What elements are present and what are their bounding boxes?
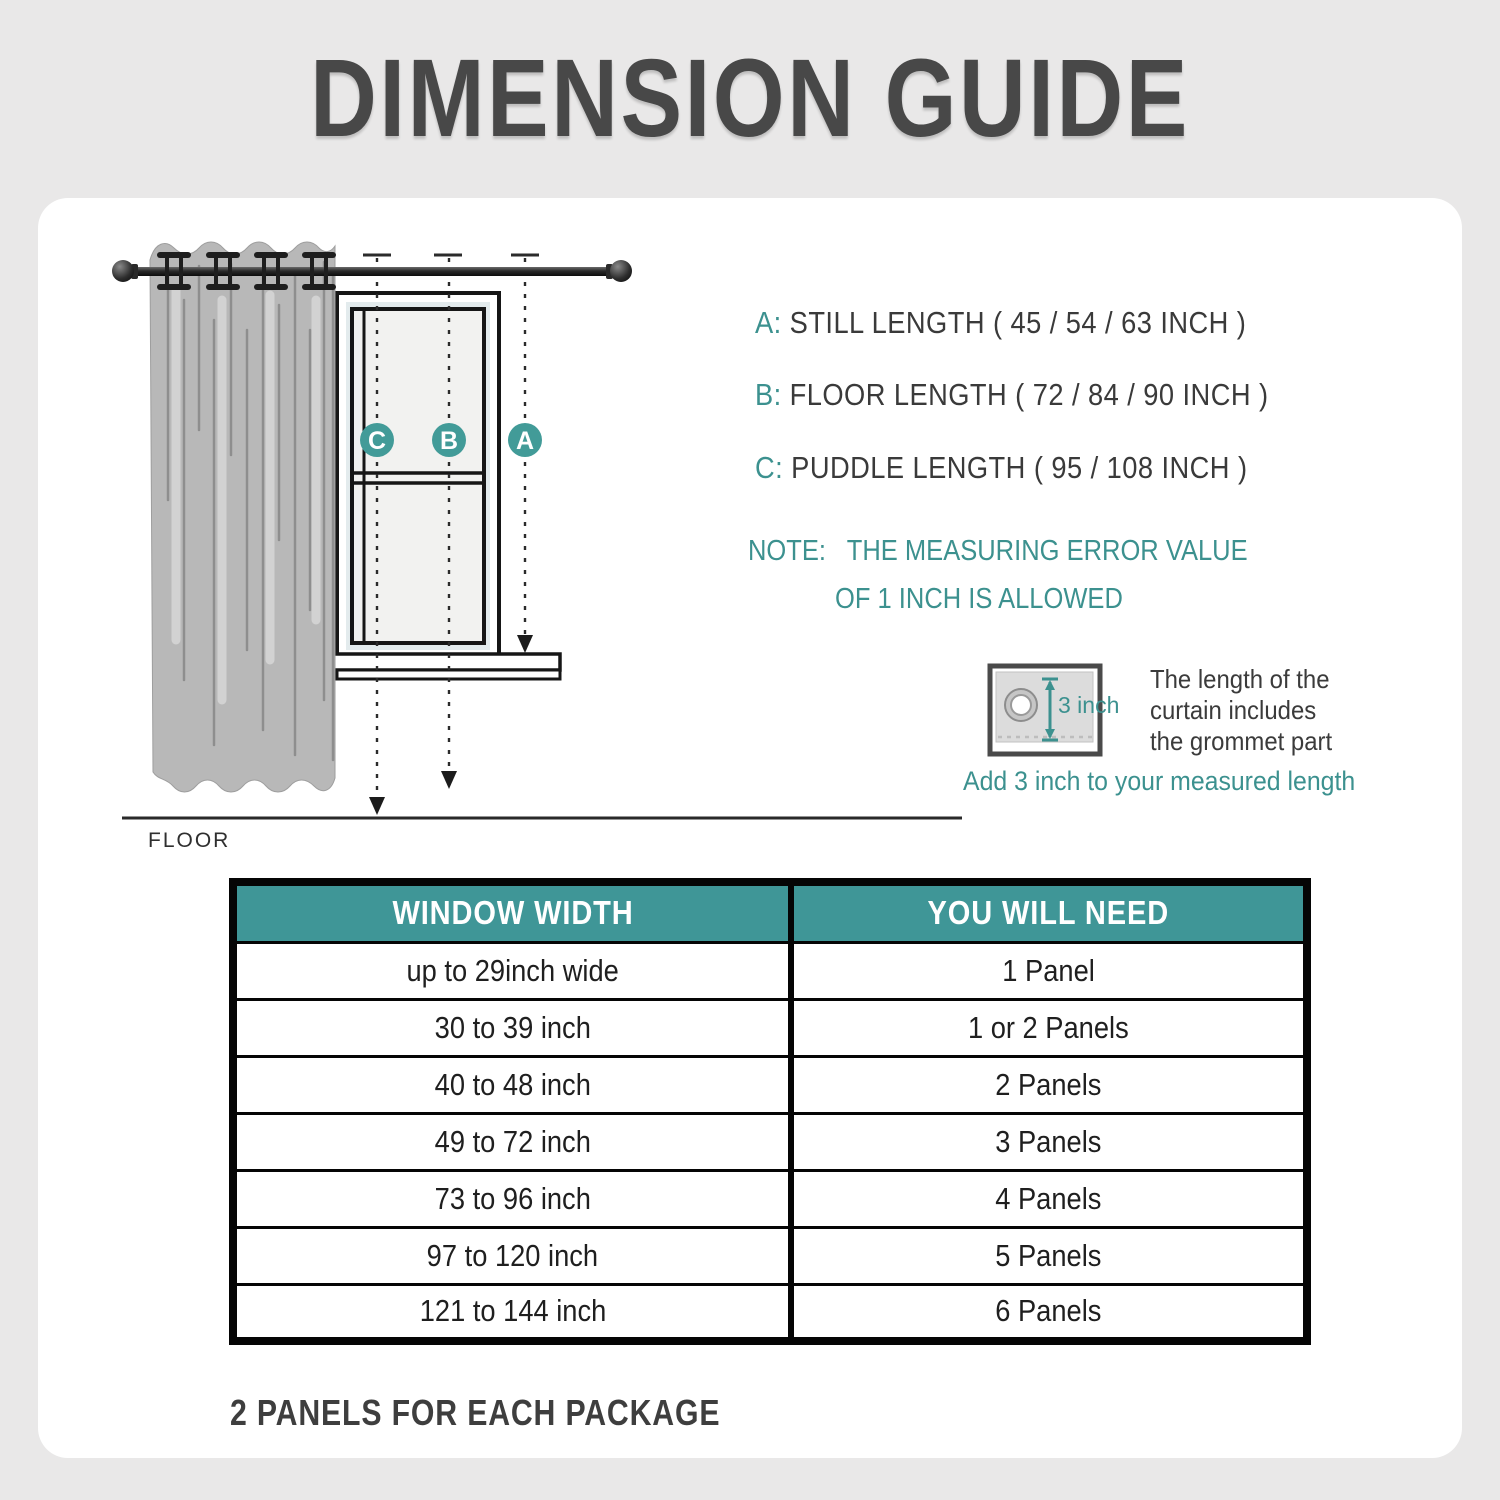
table-row: [233, 1056, 1307, 1113]
grommet-inset-diagram: [985, 655, 1150, 767]
table-row: [233, 1113, 1307, 1170]
grommet-ring-inner: [1011, 695, 1031, 715]
legend-puddle-length: [755, 450, 1247, 486]
legend-a-prefix: A:: [755, 305, 782, 340]
legend-still-length: [755, 305, 1246, 341]
table-row: [233, 1284, 1307, 1341]
panel-size-table: [229, 878, 1311, 1345]
window-sill: [311, 654, 560, 679]
rod-finial-left: [112, 260, 134, 282]
table-row: [233, 1170, 1307, 1227]
window-width-cell: 49 to 72 inch: [233, 1113, 791, 1170]
legend-floor-length: [755, 377, 1269, 413]
table-row: [233, 942, 1307, 999]
curtain: [150, 242, 335, 792]
measure-markers: [360, 423, 542, 457]
window: [337, 293, 499, 659]
measuring-note-line1: NOTE: THE MEASURING ERROR VALUE: [748, 535, 1248, 567]
panels-needed-cell: 4 Panels: [791, 1170, 1307, 1227]
rod-finial-right: [610, 260, 632, 282]
legend-c-text: PUDDLE LENGTH ( 95 / 108 INCH ): [783, 450, 1248, 485]
grommet-desc-line1: The length of the: [1150, 664, 1330, 694]
window-width-cell: 30 to 39 inch: [233, 999, 791, 1056]
legend-c-prefix: C:: [755, 450, 784, 485]
header-you-will-need: YOU WILL NEED: [791, 882, 1307, 942]
table-row: [233, 999, 1307, 1056]
window-width-cell: up to 29inch wide: [233, 942, 791, 999]
grommet-desc-line2: curtain includes: [1150, 695, 1317, 725]
grommet-description: [1150, 664, 1332, 757]
measuring-note-line2: OF 1 INCH IS ALLOWED: [835, 583, 1123, 615]
panels-needed-cell: 1 Panel: [791, 942, 1307, 999]
legend-a-text: STILL LENGTH ( 45 / 54 / 63 INCH ): [781, 305, 1247, 340]
legend-b-prefix: B:: [755, 377, 782, 412]
grommet-measure-label: 3 inch: [1058, 692, 1120, 718]
window-width-cell: 73 to 96 inch: [233, 1170, 791, 1227]
table-header-row: [233, 882, 1307, 942]
window-width-cell: 97 to 120 inch: [233, 1227, 791, 1284]
page-title: DIMENSION GUIDE: [310, 37, 1190, 160]
header-window-width: WINDOW WIDTH: [233, 882, 791, 942]
panels-needed-cell: 2 Panels: [791, 1056, 1307, 1113]
grommet-desc-line3: the grommet part: [1150, 726, 1333, 756]
table-row: [233, 1227, 1307, 1284]
grommet-tip: Add 3 inch to your measured length: [963, 766, 1356, 796]
legend-b-text: FLOOR LENGTH ( 72 / 84 / 90 INCH ): [781, 377, 1269, 412]
window-width-cell: 121 to 144 inch: [233, 1284, 791, 1341]
panels-needed-cell: 6 Panels: [791, 1284, 1307, 1341]
marker-c-label: C: [367, 427, 387, 455]
panels-needed-cell: 1 or 2 Panels: [791, 999, 1307, 1056]
window-width-cell: 40 to 48 inch: [233, 1056, 791, 1113]
panels-needed-cell: 3 Panels: [791, 1113, 1307, 1170]
marker-b-label: B: [439, 427, 459, 455]
marker-a-label: A: [515, 427, 535, 455]
panels-needed-cell: 5 Panels: [791, 1227, 1307, 1284]
package-note: 2 PANELS FOR EACH PACKAGE: [230, 1392, 721, 1433]
floor-label: FLOOR: [148, 829, 231, 852]
